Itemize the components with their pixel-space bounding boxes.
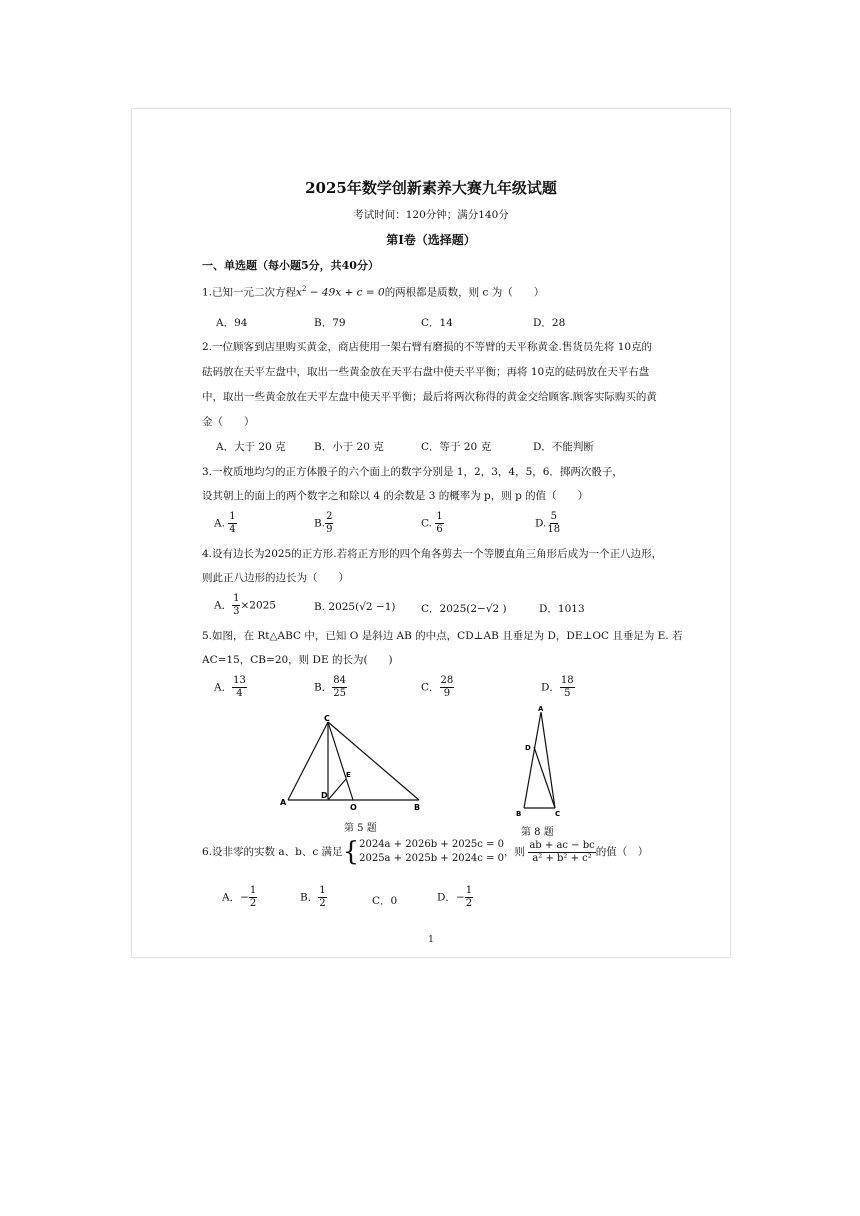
fraction-numerator: 13 xyxy=(233,675,246,686)
label-d: D xyxy=(525,744,531,752)
q3-option-a-label: A. xyxy=(214,517,225,530)
q6-option-d xyxy=(437,885,473,910)
q1-equation-rest: − 49x + c = 0 xyxy=(306,286,385,299)
minus-sign: − xyxy=(455,891,465,904)
q3-option-c-fraction xyxy=(435,511,443,536)
q5-option-d-fraction xyxy=(560,675,575,700)
label-b: B xyxy=(414,803,421,812)
q3-option-c xyxy=(421,511,444,536)
q5-option-b-label: B． xyxy=(314,681,333,694)
fraction-numerator: 1 xyxy=(319,885,326,896)
label-o: O xyxy=(350,803,357,812)
part-heading: 第I卷（选择题） xyxy=(386,233,476,247)
section-heading: 一、单选题（每小题5分，共40分） xyxy=(202,259,379,272)
label-c: C xyxy=(324,714,330,723)
fraction-denominator: 4 xyxy=(236,688,243,699)
q6-option-b-fraction xyxy=(318,885,326,910)
q3-option-b-label: B. xyxy=(314,517,326,530)
figure-8-diagram xyxy=(512,703,562,819)
fraction-denominator: 4 xyxy=(229,524,236,535)
line-dc xyxy=(534,747,555,808)
q6-suffix: 的值（ ） xyxy=(595,846,649,858)
q2-option-a: A．大于 20 克 xyxy=(216,441,286,453)
q6-option-c xyxy=(372,893,397,908)
q5-option-a-fraction xyxy=(232,675,247,700)
label-a: A xyxy=(280,798,287,807)
q6-option-d-fraction xyxy=(465,885,473,910)
question-4-line2: 则此正八边形的边长为（ ） xyxy=(202,572,349,584)
q3-option-c-label: C. xyxy=(421,517,432,530)
q4-option-a-label: A． xyxy=(214,599,233,612)
q4-option-c: C．2025(2−√2 ) xyxy=(421,603,507,615)
q1-prefix: 1.已知一元二次方程 xyxy=(202,286,297,299)
exam-title: 2025年数学创新素养大赛九年级试题 xyxy=(305,179,557,197)
q5-option-a xyxy=(214,675,247,700)
q5-option-d-label: D． xyxy=(541,681,560,694)
question-3-line1: 3.一枚质地均匀的正方体骰子的六个面上的数字分别是 1，2，3，4，5，6．掷两次骰子， xyxy=(202,466,623,478)
q6-option-a-fraction xyxy=(249,885,257,910)
q6-option-c-value: 0 xyxy=(390,895,398,907)
fraction-denominator: 5 xyxy=(564,688,571,699)
q6-option-a-label: A． xyxy=(222,891,241,904)
question-6 xyxy=(202,837,648,867)
fraction-denominator: 25 xyxy=(333,688,346,699)
q6-equation-2: 2025a + 2025b + 2024c = 0 xyxy=(359,853,504,864)
q6-option-a xyxy=(222,885,257,910)
q6-equation-1: 2024a + 2026b + 2025c = 0 xyxy=(359,839,504,850)
page-number: 1 xyxy=(428,935,434,945)
q6-mid: ，则 xyxy=(504,846,525,858)
q5-option-c xyxy=(421,675,454,700)
q3-option-b-fraction xyxy=(325,511,333,536)
brace-symbol: { xyxy=(342,837,360,867)
exam-subtitle: 考试时间：120分钟；满分140分 xyxy=(353,209,509,221)
question-1 xyxy=(202,281,544,301)
fraction-numerator: 1 xyxy=(233,593,240,604)
fraction-denominator: 2 xyxy=(249,898,257,909)
question-3-line2: 设其朝上的面上的两个数字之和除以 4 的余数是 3 的概率为 p，则 p 的值（ ） xyxy=(202,490,589,502)
q1-option-d: D．28 xyxy=(533,317,566,329)
q6-equation-system xyxy=(359,838,504,866)
q5-option-c-label: C． xyxy=(421,681,440,694)
q3-option-a-fraction xyxy=(228,511,236,536)
q3-option-b xyxy=(314,511,333,536)
fraction-numerator: 18 xyxy=(560,675,574,686)
question-4-line1: 4.设有边长为2025的正方形.若将正方形的四个角各剪去一个等腰直角三角形后成为一个正八边形， xyxy=(202,548,663,560)
q6-option-c-label: C． xyxy=(372,895,391,907)
q5-option-a-label: A． xyxy=(214,681,233,694)
fraction-denominator: 9 xyxy=(443,688,451,699)
q3-option-d xyxy=(535,511,561,536)
line-ac xyxy=(541,712,555,808)
line-ac xyxy=(288,722,328,800)
fraction-denominator: 9 xyxy=(326,524,333,535)
fraction-numerator: ab + ac − bc xyxy=(529,839,595,851)
figure-5-caption: 第 5 题 xyxy=(344,823,377,834)
fraction-denominator: 2 xyxy=(319,898,326,909)
question-2: 2.一位顾客到店里购买黄金，商店使用一架右臂有磨损的不等臂的天平称黄金.售货员先将 10克的砝码放在天平左盘中，取出一些黄金放在天平右盘中使天平平衡；再将 10克的砝码放在天平右盘中，取出一些黄金放在天平左盘中使天平平衡；最后将两次称得的黄金交给顾客.顾客实际购买的黄金（ ） xyxy=(202,341,657,428)
q5-option-b xyxy=(314,675,347,700)
q2-option-c: C．等于 20 克 xyxy=(421,441,492,453)
fraction-denominator: 6 xyxy=(436,524,443,535)
q5-option-c-fraction xyxy=(440,675,455,700)
fraction-denominator: 2 xyxy=(465,898,473,909)
q1-exponent: 2 xyxy=(301,285,307,293)
q1-var-x: x xyxy=(296,286,302,299)
minus-sign: − xyxy=(240,891,249,904)
q6-option-b xyxy=(300,885,327,910)
q4-option-a xyxy=(214,593,276,618)
fraction-denominator: 18 xyxy=(547,524,561,535)
label-a: A xyxy=(538,705,544,713)
label-d: D xyxy=(321,791,328,800)
q6-expression-fraction xyxy=(528,840,595,865)
q6-option-d-label: D． xyxy=(437,891,456,904)
figure-5-diagram xyxy=(280,713,430,813)
q3-option-d-label: D. xyxy=(535,517,547,530)
q1-suffix: 的两根都是质数，则 c 为（ ） xyxy=(384,286,545,299)
exam-page xyxy=(131,108,731,958)
q2-option-d: D．不能判断 xyxy=(533,441,594,453)
fraction-numerator: 28 xyxy=(440,675,454,686)
question-5-line2: AC=15，CB=20，则 DE 的长为( ) xyxy=(202,654,393,666)
fraction-numerator: 84 xyxy=(333,675,346,686)
line-co xyxy=(328,722,353,800)
q6-prefix: 6.设非零的实数 a、b、c 满足 xyxy=(202,846,343,858)
line-cb xyxy=(328,722,419,800)
q1-option-b: B．79 xyxy=(314,317,346,329)
q3-option-a xyxy=(214,511,237,536)
fraction-numerator: 2 xyxy=(326,511,333,522)
fraction-numerator: 1 xyxy=(436,511,443,522)
q5-option-b-fraction xyxy=(332,675,347,700)
q3-option-d-fraction xyxy=(546,511,561,536)
fraction-numerator: 5 xyxy=(550,511,557,522)
label-b: B xyxy=(516,810,522,818)
line-de xyxy=(328,779,346,800)
q1-option-c: C．14 xyxy=(421,317,453,329)
label-e: E xyxy=(346,771,351,779)
fraction-denominator: a² + b² + c² xyxy=(532,852,592,864)
q4-option-a-rest: ×2025 xyxy=(240,599,276,612)
question-5-line1: 5.如图，在 Rt△ABC 中，已知 O 是斜边 AB 的中点，CD⊥AB 且垂足为 D，DE⊥OC 且垂足为 E. 若 xyxy=(202,630,683,642)
fraction-numerator: 1 xyxy=(229,511,236,522)
label-c: C xyxy=(555,810,561,818)
q4-option-b: B. 2025(√2 −1) xyxy=(314,601,396,613)
q5-option-d xyxy=(541,675,575,700)
figure-8-caption: 第 8 题 xyxy=(521,827,554,838)
q6-option-b-label: B． xyxy=(300,891,319,904)
q2-option-b: B．小于 20 克 xyxy=(314,441,384,453)
fraction-numerator: 1 xyxy=(465,885,473,896)
q4-option-d: D．1013 xyxy=(539,603,585,615)
fraction-denominator: 3 xyxy=(233,606,240,617)
q1-option-a: A．94 xyxy=(216,317,248,329)
fraction-numerator: 1 xyxy=(249,885,257,896)
